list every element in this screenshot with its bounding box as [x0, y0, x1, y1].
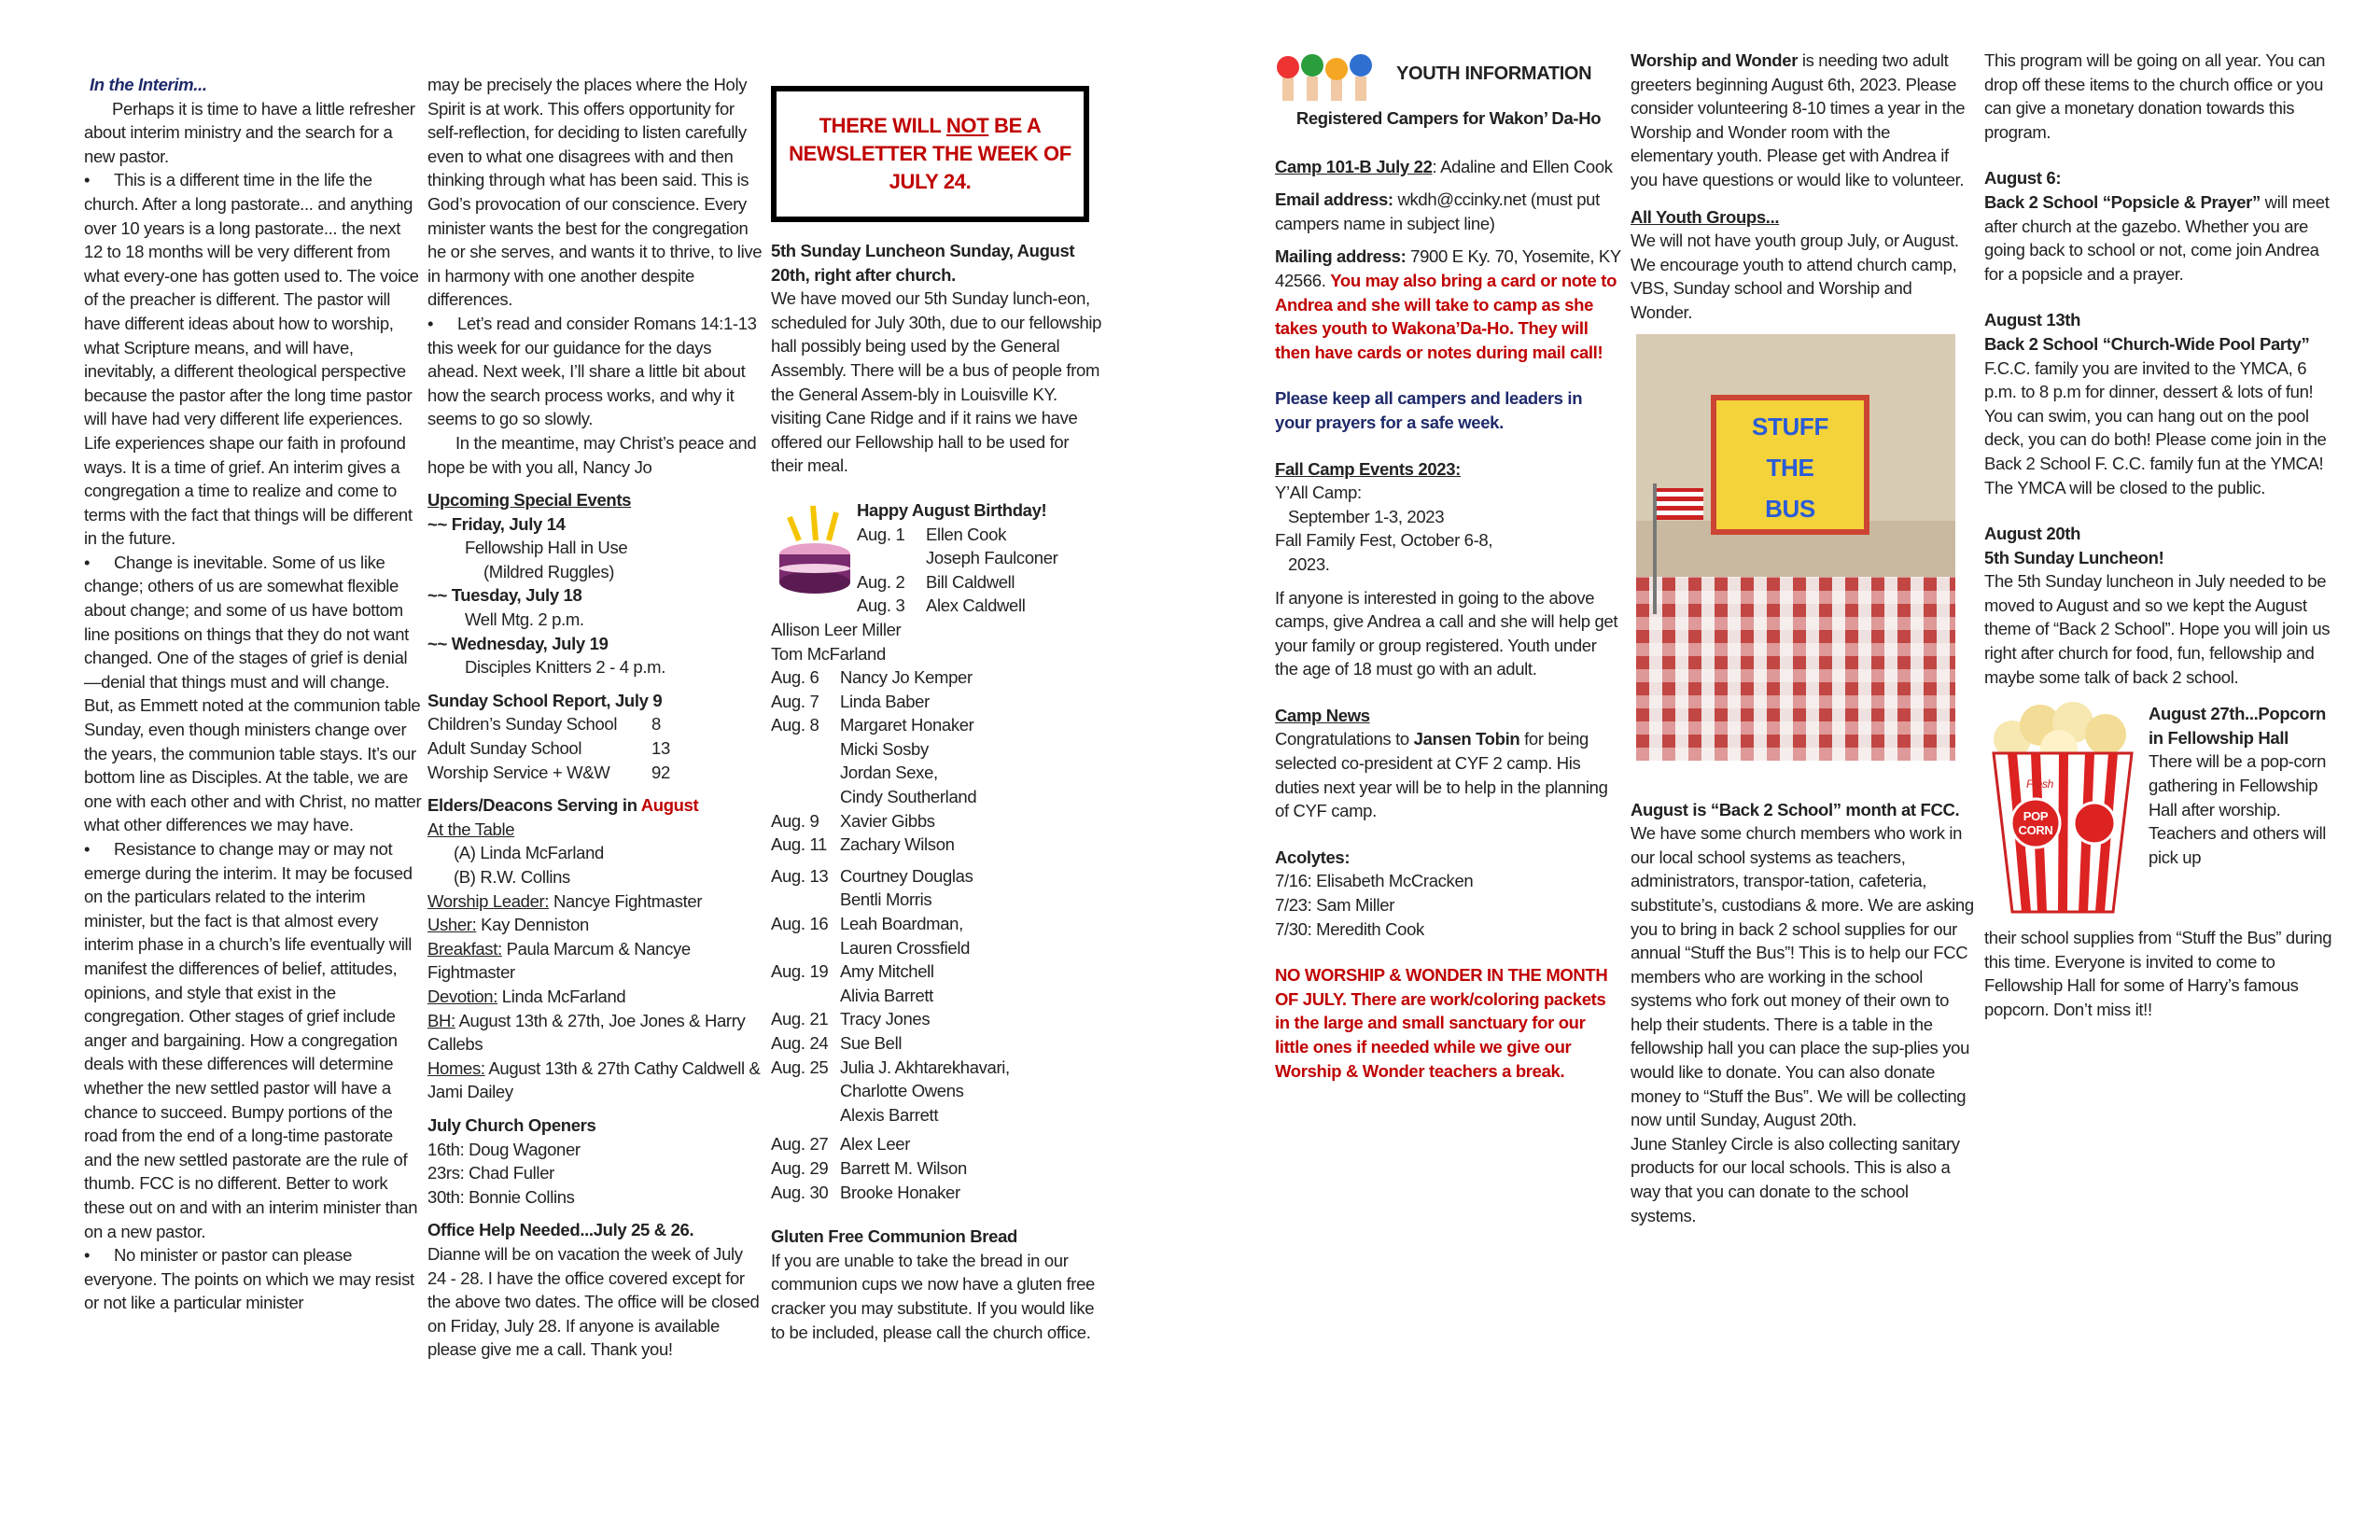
- column-events: [427, 73, 765, 1362]
- gluten-free-text: If you are unable to take the bread in our communion cups we now have a gluten free cracker you may substitute. If you would like to be included, please call the church office.: [771, 1250, 1095, 1342]
- birthday-row: [771, 785, 1102, 809]
- birthday-name: Jordan Sexe,: [840, 763, 938, 783]
- gluten-free-title: Gluten Free Communion Bread: [771, 1226, 1017, 1247]
- birthday-name: Bill Caldwell: [926, 571, 1015, 592]
- popcorn-label: CORN: [2018, 823, 2053, 838]
- luncheon-title: 5th Sunday Luncheon Sunday, August 20th, right after church.: [771, 241, 1075, 285]
- event: ~~ Tuesday, July 18 Well Mtg. 2 p.m.: [427, 585, 584, 630]
- role-assignment: BH: August 13th & 27th, Joe Jones & Harry Callebs: [427, 1010, 746, 1055]
- birthday-row: [771, 833, 1102, 857]
- youth-header: [1275, 49, 1622, 101]
- birthday-name: Courtney Douglas: [840, 865, 973, 886]
- birthday-date: Aug. 1: [857, 524, 905, 544]
- birthday-row: [771, 761, 1102, 785]
- aug6-title: August 6:: [1984, 168, 2062, 189]
- aug6-text: Back 2 School “Popsicle & Prayer” will meet after church at the gazebo. Whether you are going back to school or not, come join Andrea for a popsicle and a prayer.: [1984, 191, 2330, 284]
- painted-hands-icon: [1275, 49, 1385, 101]
- birthday-row: [771, 1056, 1102, 1080]
- birthday-name: Sue Bell: [840, 1033, 903, 1053]
- birthday-date: [771, 761, 840, 785]
- column-august-events: [1984, 49, 2337, 1022]
- openers-title: July Church Openers: [427, 1114, 596, 1135]
- column-back2school: [1631, 49, 1974, 1227]
- stuff-the-bus-photo: [1636, 334, 1955, 761]
- camp-news-text: Congratulations to Jansen Tobin for being selected co-president at CYF 2 camp. His duties next year will be to help in the planning of CYF camp.: [1275, 729, 1608, 821]
- birthday-name: Alex Leer: [840, 1134, 911, 1155]
- birthday-name: Tracy Jones: [840, 1009, 931, 1029]
- birthday-row: [771, 737, 1102, 762]
- birthday-row: [771, 888, 1102, 912]
- birthday-row: [771, 713, 1102, 737]
- birthday-row: [771, 1103, 1102, 1127]
- interim-bullet: • Resistance to change may or may not emerge during the interim. It may be focused on the particulars related to the interim minister, but the fact is that almost every interim phase in a church’s life eventually will manifest the differences of belief, attitudes, opinions, and style that exist in the congregation. Other stages of grief include anger and bargaining. How a congregation deals with these differences will determine whether the new settled pastor will have a chance to succeed. Bumpy portions of the road from the end of a long-time pastorate and the new settled pastorate are the rule of thumb. FCC is no different. Better to work these out on and with an interim minister than on a new pastor.: [84, 837, 422, 1243]
- back2school-text: August is “Back 2 School” month at FCC. We have some church members who work in our local school systems as teachers, administrators, transpor-tation, cafeteria, substitute’s, custodians & more. We are asking you to bring in back 2 school supplies for our annual “Stuff the Bus”! This is to help our FCC members who are working in the school systems who fork out money of their own to help their students. There is a table in the fellowship hall you can place the sup-plies you would like to donate. You can also donate money to “Stuff the Bus”. We will be collecting now until Sunday, August 20th.: [1631, 799, 1974, 1130]
- luncheon-text: We have moved our 5th Sunday lunch-eon, scheduled for July 30th, due to our fellowship hall possibly being used by the General Assembly. There will be a bus of people from the General Assem-bly in Louisville KY. visiting Cane Ridge and if it rains we have offered our Fellowship hall to be used for their meal.: [771, 288, 1102, 476]
- birthday-name: Zachary Wilson: [840, 834, 955, 855]
- aug13-text: Back 2 School “Church-Wide Pool Party” F.C.C. family you are invited to the YMCA, 6 p.m. to 8 p.m for dinner, dessert & lots of fun! You can swim, you can hang out on the pool deck, you can do both! Please come join in the Back 2 School F. C.C. family fun at the YMCA! The YMCA will be closed to the public.: [1984, 333, 2327, 497]
- aug20-title: August 20th: [1984, 524, 2081, 544]
- birthday-name: Bentli Morris: [840, 889, 932, 910]
- interim-bullet: • No minister or pastor can please everyone. The points on which we may resist or not like a particular minister: [84, 1243, 422, 1315]
- aug27-title: August 27th...Popcorn in Fellowship Hall: [2149, 704, 2326, 748]
- no-newsletter-notice: THERE WILL NOT BE A NEWSLETTER THE WEEK OF JULY 24.: [771, 86, 1089, 222]
- column-interim: [84, 73, 422, 1315]
- birthday-name: Xavier Gibbs: [840, 810, 935, 831]
- aug13-title: August 13th: [1984, 310, 2081, 330]
- popcorn-fresh: Fresh: [2026, 777, 2053, 791]
- birthday-date: [771, 785, 840, 809]
- office-title: Office Help Needed...July 25 & 26.: [427, 1220, 694, 1240]
- birthday-date: Aug. 24: [771, 1033, 829, 1053]
- birthday-name: Brooke Honaker: [840, 1182, 960, 1202]
- acolyte: 7/30: Meredith Cook: [1275, 918, 1424, 939]
- birthday-name: Allison Leer Miller: [771, 619, 902, 639]
- interim-closing: In the meantime, may Christ’s peace and hope be with you all, Nancy Jo: [427, 432, 757, 477]
- acolytes-title: Acolytes:: [1275, 847, 1351, 867]
- birthday-date: Aug. 30: [771, 1182, 829, 1202]
- fall-line: 2023.: [1288, 553, 1330, 574]
- birthday-row: [771, 809, 1102, 833]
- role-assignment: Usher: Kay Denniston: [427, 915, 589, 935]
- birthday-date: Aug. 13: [771, 865, 829, 886]
- birthday-name: Barrett M. Wilson: [840, 1157, 967, 1178]
- opener: 23rs: Chad Fuller: [427, 1163, 554, 1183]
- birthday-row: [771, 690, 1102, 714]
- youth-title: YOUTH INFORMATION: [1396, 63, 1592, 85]
- birthday-date: Aug. 27: [771, 1134, 829, 1155]
- aug27-text: their school supplies from “Stuff the Bus” during this time. Everyone is invited to come to Fellowship Hall for some of Harry’s famous popcorn. Don’t miss it!!: [1984, 928, 2332, 1020]
- birthday-cake-icon: [771, 498, 860, 601]
- interim-intro: Perhaps it is time to have a little refresher about interim ministry and the search for a new pastor.: [84, 98, 415, 166]
- aug20-text: The 5th Sunday luncheon in July needed to be moved to August and so we kept the August theme of “Back 2 School”. Hope you will join us right after church for food, fun, fellowship and maybe some talk of back 2 school.: [1984, 571, 2331, 687]
- birthday-date: Aug. 25: [771, 1057, 829, 1077]
- sign-text: THE: [1766, 453, 1814, 482]
- camp-news-title: Camp News: [1275, 705, 1370, 725]
- fall-line: Y’All Camp:: [1275, 483, 1362, 503]
- aug27-side: [2141, 702, 2337, 926]
- no-worship-wonder: NO WORSHIP & WONDER IN THE MONTH OF JULY. There are work/coloring packets in the large and small sanctuary for our little ones if needed while we give our Worship & Wonder teachers a break.: [1275, 965, 1608, 1081]
- program-text: This program will be going on all year. You can drop off these items to the church office or you can give a monetary donation towards this program.: [1984, 50, 2326, 142]
- youth-groups-text: We will not have youth group July, or August. We encourage youth to attend church camp, VBS, Sunday school and Worship and Wonder.: [1631, 231, 1959, 322]
- birthday-date: [857, 546, 926, 570]
- birthday-date: [771, 1103, 840, 1127]
- birthday-name: Ellen Cook: [926, 524, 1006, 544]
- worship-wonder: Worship and Wonder is needing two adult greeters beginning August 6th, 2023. Please consider volunteering 8-10 times a year in the Worship and Wonder room with the elementary youth. Please get with Andrea if you have questions or would like to volunteer.: [1631, 50, 1966, 189]
- birthday-name: Leah Boardman,: [840, 914, 963, 934]
- birthday-row: [771, 864, 1102, 889]
- interim-continued: may be precisely the places where the Holy Spirit is at work. This offers opportunity for self-reflection, for deciding to listen carefully even to what one disagrees with and then thinking through what has been said. This is God’s provocation of our conscience. Every minister wants the best for the congregation he or she serves, and wants it to thrive, to live in harmony with one another despite differences.: [427, 75, 763, 310]
- events-title: Upcoming Special Events: [427, 490, 632, 511]
- table-a: (A) Linda McFarland: [454, 843, 604, 863]
- column-youth: [1275, 49, 1622, 1083]
- prayer-request: Please keep all campers and leaders in your prayers for a safe week.: [1275, 388, 1583, 432]
- birthday-date: Aug. 3: [857, 595, 905, 616]
- role-assignment: Homes: August 13th & 27th Cathy Caldwell & Jami Dailey: [427, 1057, 761, 1102]
- birthday-date: Aug. 21: [771, 1009, 829, 1029]
- interim-bullet: • Let’s read and consider Romans 14:1-13 this week for our guidance for the days ahead. Next week, I’ll share a little bit about how the search process works, and why it seems to go so slowly.: [427, 312, 765, 431]
- opener: 16th: Doug Wagoner: [427, 1139, 581, 1159]
- birthday-name: Alexis Barrett: [840, 1104, 939, 1125]
- opener: 30th: Bonnie Collins: [427, 1186, 575, 1207]
- role-assignment: Devotion: Linda McFarland: [427, 986, 626, 1006]
- birthday-date: [771, 888, 840, 912]
- popcorn-box-icon: [1984, 702, 2141, 926]
- ss-row: Worship Service + W&W 92: [427, 762, 670, 782]
- birthday-row: [771, 618, 1102, 642]
- fall-line: Fall Family Fest, October 6-8,: [1275, 530, 1493, 551]
- birthday-date: Aug. 8: [771, 715, 819, 735]
- birthday-name: Amy Mitchell: [840, 961, 934, 982]
- ss-row: Adult Sunday School 13: [427, 738, 670, 759]
- sign-text: STUFF: [1751, 412, 1828, 441]
- birthday-date: Aug. 19: [771, 961, 829, 982]
- birthday-date: [771, 936, 840, 960]
- birthday-row: [771, 1031, 1102, 1056]
- birthday-date: Aug. 29: [771, 1157, 829, 1178]
- fall-camp-text: If anyone is interested in going to the above camps, give Andrea a call and she will help get your family or group registered. Youth under the age of 18 must go with an adult.: [1275, 587, 1618, 679]
- birthday-row: [771, 665, 1102, 690]
- email-address: Email address: wkdh@ccinky.net (must put campers name in subject line): [1275, 189, 1600, 233]
- birthday-name: Micki Sosby: [840, 738, 929, 759]
- event: ~~ Friday, July 14 Fellowship Hall in Use (Mildred Ruggles): [427, 513, 628, 581]
- birthday-row: [771, 912, 1102, 936]
- june-stanley-text: June Stanley Circle is also collecting sanitary products for our local schools. This is also a way that you can donate to the school systems.: [1631, 1133, 1960, 1225]
- interim-title: In the Interim...: [90, 75, 207, 94]
- mailing-address: Mailing address: 7900 E Ky. 70, Yosemite, KY 42566. You may also bring a card or note to Andrea and she will take to camp as she takes youth to Wakona’Da-Ho. They will then have cards or notes during mail call!: [1275, 246, 1621, 362]
- birthday-date: [771, 737, 840, 762]
- birthday-title: Happy August Birthday!: [857, 499, 1047, 520]
- aug27-section: [1984, 702, 2337, 926]
- birthday-row: [771, 1132, 1102, 1156]
- interim-bullet: • This is a different time in the life the church. After a long pastorate... and anything over 10 years is a long pastorate... the next 12 to 18 months will be very different from what every-one has gotten used to. The voice of the preacher is different. The pastor will have different ideas about how to worship, what Scripture means, and will have, inevitably, a different theological perspective because the pastor after the long time pastor will have had very different life experiences. Life experiences shape our faith in profound ways. It is a time of grief. An interim gives a congregation a time to realize and come to terms with the fact that things will be different in the future.: [84, 168, 422, 551]
- birthday-row: [771, 1079, 1102, 1103]
- birthday-date: [771, 984, 840, 1008]
- birthday-name: Charlotte Owens: [840, 1081, 964, 1101]
- birthday-row: [771, 959, 1102, 984]
- sunday-school-title: Sunday School Report, July 9: [427, 690, 663, 710]
- birthday-name: Margaret Honaker: [840, 715, 974, 735]
- youth-groups-title: All Youth Groups...: [1631, 206, 1780, 227]
- birthday-name: Lauren Crossfield: [840, 937, 971, 958]
- birthday-name: Alivia Barrett: [840, 985, 933, 1005]
- birthday-name: Linda Baber: [840, 691, 930, 711]
- birthday-row: [771, 1181, 1102, 1205]
- table-label: At the Table: [427, 819, 515, 839]
- acolyte: 7/16: Elisabeth McCracken: [1275, 871, 1474, 891]
- birthday-date: Aug. 9: [771, 810, 819, 831]
- birthday-date: Aug. 11: [771, 834, 827, 855]
- birthday-name: Joseph Faulconer: [926, 548, 1058, 568]
- birthday-date: [771, 1079, 840, 1103]
- aug27-text-side: There will be a pop-corn gathering in Fellowship Hall after worship. Teachers and others will pick up: [2149, 751, 2327, 867]
- column-birthdays: [771, 77, 1102, 1344]
- role-assignment: Worship Leader: Nancye Fightmaster: [427, 890, 703, 911]
- registered-title: Registered Campers for Wakon’ Da-Ho: [1295, 108, 1602, 128]
- birthday-row: [771, 1007, 1102, 1031]
- sign-text: BUS: [1765, 494, 1815, 523]
- fall-camp-title: Fall Camp Events 2023:: [1275, 458, 1461, 479]
- camp-campers: Camp 101-B July 22: Adaline and Ellen Cook: [1275, 156, 1613, 176]
- birthday-row: [771, 936, 1102, 960]
- table-b: (B) R.W. Collins: [454, 867, 570, 887]
- ss-row: Children’s Sunday School 8: [427, 714, 661, 735]
- birthday-date: Aug. 2: [857, 571, 905, 592]
- birthday-name: Julia J. Akhtarekhavari,: [840, 1057, 1010, 1077]
- birthday-name: Cindy Southerland: [840, 787, 977, 807]
- birthday-date: Aug. 6: [771, 667, 819, 688]
- aug20-sub: 5th Sunday Luncheon!: [1984, 547, 2164, 567]
- elders-title: Elders/Deacons Serving in August: [427, 795, 699, 816]
- popcorn-label: POP: [2023, 809, 2049, 824]
- birthday-row: [771, 1156, 1102, 1181]
- acolyte: 7/23: Sam Miller: [1275, 895, 1395, 916]
- fall-line: September 1-3, 2023: [1288, 506, 1445, 526]
- interim-bullet: • Change is inevitable. Some of us like change; others of us are somewhat flexible about change; and some of us have bottom line positions on things that they do not want changed. One of the stages of grief is denial—denial that things must and will change. But, as Emmett noted at the communion table Sunday, even though ministers change over the years, the communion table stays. It’s our bottom line as Disciples. At the table, we are one with each other and with Christ, no matter what other differences we may have.: [84, 551, 422, 837]
- office-text: Dianne will be on vacation the week of July 24 - 28. I have the office covered except for the above two dates. The office will be closed on Friday, July 28. If anyone is available please give me a call. Thank you!: [427, 1243, 760, 1360]
- birthday-row: [771, 984, 1102, 1008]
- birthday-row: [771, 642, 1102, 666]
- birthday-name: Tom McFarland: [771, 643, 886, 664]
- birthday-date: Aug. 16: [771, 914, 829, 934]
- birthday-section: [771, 498, 1102, 1204]
- birthday-date: Aug. 7: [771, 691, 819, 711]
- role-assignment: Breakfast: Paula Marcum & Nancye Fightmaster: [427, 938, 691, 983]
- event: ~~ Wednesday, July 19 Disciples Knitters 2 - 4 p.m.: [427, 633, 666, 678]
- birthday-name: Nancy Jo Kemper: [840, 667, 973, 688]
- birthday-name: Alex Caldwell: [926, 595, 1026, 616]
